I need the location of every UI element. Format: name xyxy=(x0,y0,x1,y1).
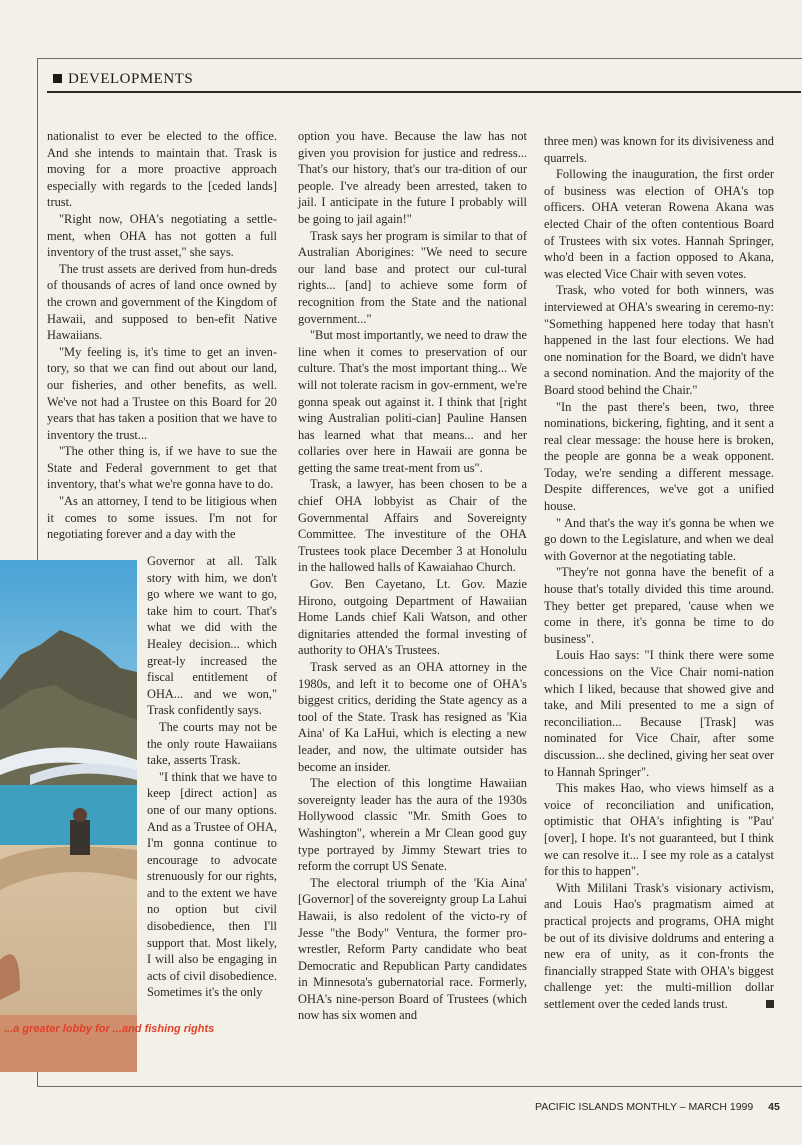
section-bullet-icon xyxy=(53,74,62,83)
paragraph: Following the inauguration, the first order of business was election of OHA's top officers. OHA veteran Rowena Akana was elected Chair of the often contentious Board of Trustees with six votes. Hannah Springer, who'd been in a faction opposed to Akana, was elected Vice Chair with seven votes. xyxy=(544,167,774,281)
paragraph: Trask, a lawyer, has been chosen to be a chief OHA lobbyist as Chair of the Governmental Affairs and Sovereignty Committee. The investiture of the OHA Trustees took place December 3 at Honolulu in the hallowed halls of Kawaiahao Church. xyxy=(298,477,527,575)
paragraph: Trask says her program is similar to that of Australian Aborigines: "We need to secure our land base and protect our cul-tural rights... [and] to achieve some form of recognition from the State and the national government..." xyxy=(298,228,527,326)
section-header xyxy=(47,70,801,93)
paragraph: "The other thing is, if we have to sue the State and Federal government to get that inventory, that's what we're gonna have to do. xyxy=(47,444,277,492)
paragraph: Trask, who voted for both winners, was interviewed at OHA's swearing in ceremo-ny: "Something happened here today that hasn't happened in the last four elections. We had one nomination for the Board, we didn't have a second nomination. And the majority of the Board stood behind the Chair." xyxy=(544,283,774,397)
paragraph: With Mililani Trask's visionary activism, and Louis Hao's pragmatism aimed at practical projects and programs, OHA might be out of its divisive doldrums and entering a new era of unity, as it con-fronts the financially strapped State with OHA's biggest challenge yet: the multi-million dollar settlement over the ceded lands trust. xyxy=(544,880,774,1011)
article-column-1 xyxy=(47,128,277,543)
photo-caption: ...a greater lobby for ...and fishing rights xyxy=(4,1023,215,1035)
article-column-2 xyxy=(298,128,527,1024)
paragraph: " And that's the way it's gonna be when we go down to the Legislature, and when we deal with Governor at the negotiating table. xyxy=(544,515,774,563)
paragraph: Louis Hao says: "I think there were some concessions on the Vice Chair nomi-nation which I liked, because that showed give and take, and Mili presented to me a sign of reconciliation... Because [Trask] was nominated for Vice Chair, after some discussion... she declined, giving her seat over to Hannah Springer". xyxy=(544,648,774,779)
paragraph: Gov. Ben Cayetano, Lt. Gov. Mazie Hirono, outgoing Department of Hawaiian Home Lands chief Kali Watson, and other dignitaries attended the formal investing of authority to OHA's Trustees. xyxy=(298,577,527,658)
section-label: DEVELOPMENTS xyxy=(68,71,194,87)
article-column-1-wrap xyxy=(147,553,277,1001)
paragraph: three men) was known for its divisiveness and quarrels. xyxy=(544,134,774,165)
paragraph: The trust assets are derived from hun-dreds of thousands of acres of land once owned by the crown and government of the Kingdom of Hawaii, and supposed to ben-efit Native Hawaiians. xyxy=(47,261,277,343)
paragraph: "My feeling is, it's time to get an inven-tory, so that we can find out about our land, our fisheries, and other benefits, as well. We've not had a Trustee on this Board for 20 years that has taken a position that we have to inventory the trust... xyxy=(47,344,277,442)
paragraph: "They're not gonna have the benefit of a house that's totally divided this time around. They better get prepared, 'cause when we come in there, it's gonna be time to do business". xyxy=(544,565,774,646)
paragraph: "Right now, OHA's negotiating a settle-ment, when OHA has not gotten a full inventory of the trust asset," she says. xyxy=(47,211,277,260)
publication-name: PACIFIC ISLANDS MONTHLY – MARCH 1999 xyxy=(535,1101,754,1113)
paragraph: "But most importantly, we need to draw the line when it comes to preservation of our culture. That's the most important thing... We will not tolerate racism in gov-ernment, we're gonna speak out against it. I think that [right wing Australian politi-cian] Pauline Hansen has learned what that means... and her collaries over here in Hawaii are gonna be getting the same treat-ment from us". xyxy=(298,328,527,475)
paragraph: Trask served as an OHA attorney in the 1980s, and left it to become one of OHA's biggest critics, deriding the State agency as a tool of the State. Trask has resigned as 'Kia Aina' of Ka LaHui, which is electing a new leader, and now, the ultimate outsider has become an insider. xyxy=(298,660,527,774)
paragraph: The electoral triumph of the 'Kia Aina' [Governor] of the sovereignty group La Lahui Hawaii, is also redolent of the victo-ry of Jesse "the Body" Ventura, the former pro-wrestler, Reform Party candidate who beat Democratic and Republican Party candidates in Minnesota's gubernatorial race. Formerly, OHA's nine-person Board of Trustees (which now has six women and xyxy=(298,875,527,1023)
paragraph: "As an attorney, I tend to be litigious when it comes to some issues. I'm not for negotiating forever and a day with the xyxy=(47,494,277,542)
paragraph: The election of this longtime Hawaiian sovereignty leader has the aura of the 1930s Hollywood classic "Mr. Smith Goes to Washington", wherein a Mr Clean good guy type portrayed by Jimmy Stewart tries to reform the corrupt US Senate. xyxy=(298,776,527,874)
paragraph: nationalist to ever be elected to the office. And she intends to maintain that. Trask is moving for a more proactive approach especially with regards to the [ceded lands] trust. xyxy=(47,129,277,210)
paragraph: option you have. Because the law has not given you provision for justice and redress... That's our history, that's our tra-dition of our people. I've already been arrested, taken to jail. I anticipate in the future I probably will be going to jail again!" xyxy=(298,129,527,226)
page-number: 45 xyxy=(768,1101,780,1113)
paragraph: The courts may not be the only route Hawaiians take, asserts Trask. xyxy=(147,719,277,768)
paragraph: This makes Hao, who views himself as a voice of reconciliation and unification, optimistic that OHA's infighting is "Pau' [over], I hope. It's not guaranteed, but I think we can resolve it... I see my role as a catalyst for this to happen". xyxy=(544,781,774,879)
article-column-3 xyxy=(544,133,774,1012)
page-footer xyxy=(535,1101,780,1113)
paragraph: "I think that we have to keep [direct action] as one of our many options. And as a Trustee of OHA, I'm gonna continue to encourage to advocate strenuously for our rights, and to the extent we have no option but civil disobedience, then I'll support that. Most likely, I will also be engaging in acts of civil disobedience. Sometimes it's the only xyxy=(147,769,277,1000)
paragraph: "In the past there's been, two, three nominations, bickering, fighting, and it sent a real clear message: the house here is broken, the people are gonna be a weak opponent. Today, we're sending a different message. Despite differences, we've got a unified house. xyxy=(544,399,774,514)
paragraph: Governor at all. Talk story with him, we don't go where we want to go, take him to court. That's what we did with the Healey decision... which great-ly increased the fiscal entitlement of OHA... and we won," Trask confidently says. xyxy=(147,554,277,718)
end-mark-icon xyxy=(766,1000,774,1008)
